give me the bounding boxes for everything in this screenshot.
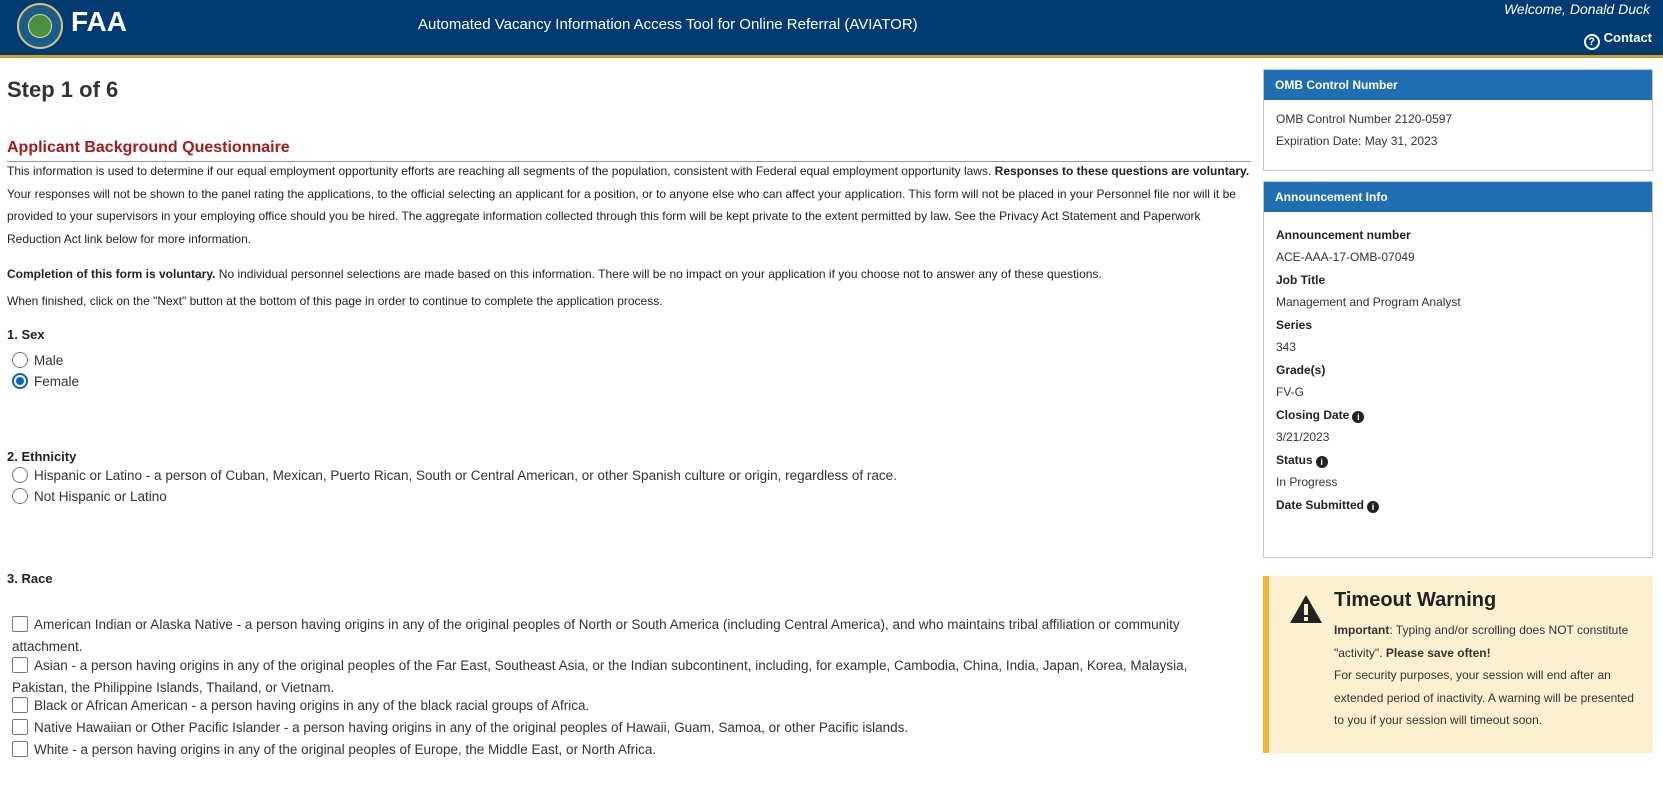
status-label: Status: [1276, 453, 1313, 467]
completion-rest-text: No individual personnel selections are made based on this information. There will be no impact on your application if you choose not to answer any of these questions.: [215, 267, 1102, 281]
warning-triangle-icon: [1289, 594, 1323, 624]
intro-paragraph: [7, 160, 1251, 250]
help-circle-icon: ?: [1584, 34, 1600, 50]
brand-name[interactable]: FAA: [71, 6, 127, 37]
step-indicator: Step 1 of 6: [7, 77, 119, 102]
intro-text: This information is used to determine if our equal employment opportunity efforts are reaching all segments of the population, consistent with Federal equal employment opportunity laws.: [7, 164, 995, 178]
option-label: White - a person having origins in any of the original peoples of Europe, the Middle East, or North Africa.: [34, 742, 657, 757]
race-option-pacific-islander[interactable]: [12, 717, 1202, 739]
contact-link[interactable]: [1584, 30, 1652, 50]
announcement-panel: [1263, 181, 1653, 558]
series-value: 343: [1276, 340, 1297, 354]
radio-not-hispanic[interactable]: [12, 488, 28, 504]
option-label: Native Hawaiian or Other Pacific Islander - a person having origins in any of the original peoples of Hawaii, Guam, Samoa, or other Pacific islands.: [34, 720, 909, 735]
announcement-number-label: Announcement number: [1276, 228, 1411, 242]
status-value: In Progress: [1276, 475, 1338, 489]
timeout-body: [1334, 619, 1646, 732]
option-label: Asian - a person having origins in any of the original peoples of the Far East, Southeast Asia, or the Indian subcontinent, including, for example, Cambodia, China, India, Japan, Korea, Malaysia, Pakistan, the Philippine Islands, Thailand, or Vietnam.: [12, 658, 1188, 695]
checkbox-pacific-islander[interactable]: [12, 719, 28, 735]
top-header: [0, 0, 1663, 58]
welcome-message: Welcome, Donald Duck: [1503, 1, 1650, 17]
faa-seal-logo[interactable]: [17, 3, 63, 49]
option-label: Hispanic or Latino - a person of Cuban, Mexican, Puerto Rican, South or Central American, or other Spanish culture or origin, regardless of race.: [34, 468, 897, 483]
option-label: American Indian or Alaska Native - a person having origins in any of the original peoples of North or South America (including Central America), and who maintains tribal affiliation or community attachment.: [12, 617, 1180, 654]
security-text: For security purposes, your session will end after an extended period of inactivity. A warning will be presented to you if your session will timeout soon.: [1334, 668, 1634, 727]
radio-hispanic[interactable]: [12, 467, 28, 483]
finish-note: When finished, click on the "Next" button at the bottom of this page in order to continue to complete the application process.: [7, 294, 663, 308]
completion-bold-text: Completion of this form is voluntary.: [7, 267, 216, 281]
checkbox-white[interactable]: [12, 741, 28, 757]
grade-label: Grade(s): [1276, 363, 1326, 377]
sex-option-female[interactable]: [12, 371, 79, 393]
section-title: Applicant Background Questionnaire: [7, 139, 1251, 162]
ethnicity-option-not-hispanic[interactable]: [12, 486, 167, 508]
ethnicity-option-hispanic[interactable]: [12, 465, 897, 487]
intro-voluntary-text: Responses to these questions are voluntary.: [994, 164, 1250, 178]
announcement-panel-title: Announcement Info: [1264, 182, 1652, 212]
contact-label: Contact: [1603, 30, 1652, 45]
info-icon[interactable]: i: [1352, 411, 1364, 423]
omb-expiration: Expiration Date: May 31, 2023: [1276, 134, 1438, 148]
checkbox-asian[interactable]: [12, 657, 28, 673]
job-title-value: Management and Program Analyst: [1276, 295, 1461, 309]
closing-date-label: Closing Date: [1276, 408, 1350, 422]
radio-female[interactable]: [12, 373, 28, 389]
timeout-warning: [1263, 576, 1653, 753]
job-title-label: Job Title: [1276, 273, 1326, 287]
grade-value: FV-G: [1276, 385, 1305, 399]
checkbox-american-indian[interactable]: [12, 616, 28, 632]
option-label: Male: [34, 353, 64, 368]
info-icon[interactable]: i: [1367, 501, 1379, 513]
important-text: : Typing and/or scrolling does NOT constitute "activity".: [1334, 623, 1629, 660]
series-label: Series: [1276, 318, 1313, 332]
completion-paragraph: [7, 263, 1251, 286]
omb-panel-title: OMB Control Number: [1264, 70, 1652, 100]
omb-panel: [1263, 69, 1653, 171]
question-race-label: 3. Race: [7, 571, 53, 586]
race-option-asian[interactable]: [12, 655, 1202, 699]
announcement-number-value: ACE-AAA-17-OMB-07049: [1276, 250, 1415, 264]
race-option-white[interactable]: [12, 739, 1202, 761]
question-ethnicity-label: 2. Ethnicity: [7, 449, 77, 464]
checkbox-black[interactable]: [12, 697, 28, 713]
timeout-title: Timeout Warning: [1334, 589, 1497, 611]
radio-male[interactable]: [12, 352, 28, 368]
app-title: Automated Vacancy Information Access Tool for Online Referral (AVIATOR): [418, 16, 918, 33]
date-submitted-row: [1276, 497, 1640, 513]
option-label: Female: [34, 374, 80, 389]
option-label: Not Hispanic or Latino: [34, 489, 167, 504]
race-option-black[interactable]: [12, 695, 1202, 717]
date-submitted-label: Date Submitted: [1276, 498, 1365, 512]
closing-date-row: [1276, 407, 1640, 423]
intro-rest-text: Your responses will not be shown to the panel rating the applications, to the official selecting an applicant for a position, or to anyone else who can affect your application. This form will not be placed in your Personnel file nor will it be provided to your supervisors in your employing office should you be hired. The aggregate information collected through this form will be kept private to the extent permitted by law. See the Privacy Act Statement and Paperwork Reduction Act link below for more information.: [7, 186, 1236, 246]
option-label: Black or African American - a person having origins in any of the black racial groups of Africa.: [34, 698, 590, 713]
sex-option-male[interactable]: [12, 350, 63, 372]
race-option-american-indian[interactable]: [12, 614, 1202, 658]
status-row: [1276, 452, 1640, 468]
info-icon[interactable]: i: [1316, 456, 1328, 468]
important-label: Important: [1334, 623, 1390, 637]
question-sex-label: 1. Sex: [7, 327, 45, 342]
save-often-text: Please save often!: [1385, 645, 1491, 660]
omb-number: OMB Control Number 2120-0597: [1276, 112, 1453, 126]
closing-date-value: 3/21/2023: [1276, 430, 1330, 444]
